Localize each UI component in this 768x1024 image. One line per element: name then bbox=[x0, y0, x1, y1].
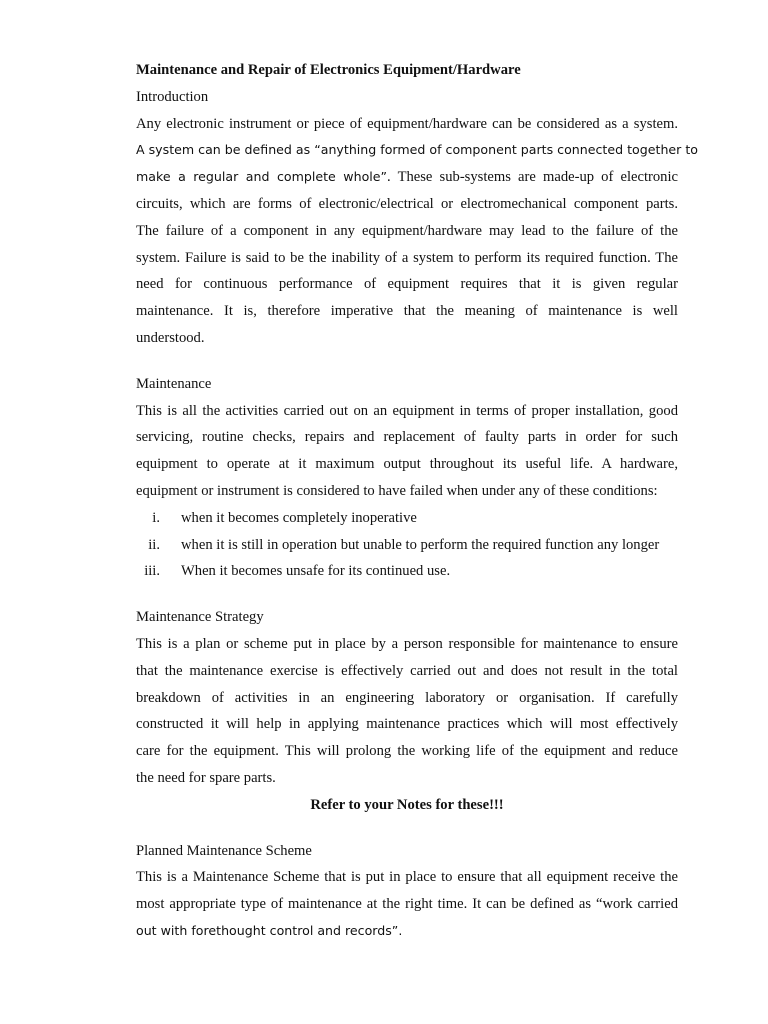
section-spacer bbox=[136, 352, 678, 371]
document-page bbox=[136, 57, 698, 945]
paragraph-line: maintenance. It is, therefore imperative that the meaning of maintenance is well bbox=[136, 303, 678, 320]
list-item-text: when it becomes completely inoperative bbox=[181, 509, 417, 526]
list-item bbox=[136, 558, 678, 585]
text-run: most appropriate type of maintenance at the right time. It can be defined as “work carried bbox=[136, 896, 678, 913]
list-item-number: ii. bbox=[148, 536, 160, 553]
paragraph-line: system. Failure is said to be the inability of a system to perform its required function. The bbox=[136, 249, 678, 266]
paragraph-line: the need for spare parts. bbox=[136, 769, 276, 786]
paragraph-line: out with forethought control and records”. bbox=[136, 922, 403, 938]
paragraph-line: breakdown of activities in an engineering laboratory or organisation. If carefully bbox=[136, 689, 678, 706]
paragraph-line: Any electronic instrument or piece of equipment/hardware can be considered as a system. bbox=[136, 115, 678, 132]
section-heading-planned-maintenance-scheme: Planned Maintenance Scheme bbox=[136, 842, 312, 859]
paragraph-line: care for the equipment. This will prolong the working life of the equipment and reduce bbox=[136, 743, 678, 760]
paragraph-line: This is a Maintenance Scheme that is put in place to ensure that all equipment receive the bbox=[136, 869, 678, 886]
text-run: make a regular and complete whole” bbox=[136, 169, 388, 185]
paragraph-line: A system can be defined as “anything formed of component parts connected together to bbox=[136, 142, 698, 158]
paragraph-line: need for continuous performance of equipment requires that it is given regular bbox=[136, 276, 678, 293]
section-heading-introduction: Introduction bbox=[136, 88, 209, 105]
paragraph-line: This is a plan or scheme put in place by a person responsible for maintenance to ensure bbox=[136, 635, 678, 652]
paragraph-line: that the maintenance exercise is effectively carried out and does not result in the total bbox=[136, 662, 678, 679]
paragraph-line bbox=[136, 164, 678, 191]
paragraph-line: This is all the activities carried out on an equipment in terms of proper installation, good bbox=[136, 402, 678, 419]
list-item-number: iii. bbox=[144, 563, 160, 580]
paragraph-line: equipment to operate at it maximum output throughout its useful life. A hardware, bbox=[136, 456, 678, 473]
paragraph-line bbox=[136, 891, 678, 918]
section-spacer bbox=[136, 585, 678, 604]
paragraph-line: servicing, routine checks, repairs and replacement of faulty parts in order for such bbox=[136, 429, 678, 446]
paragraph-line: The failure of a component in any equipment/hardware may lead to the failure of the bbox=[136, 222, 678, 239]
text-run: . These sub-systems are made-up of electronic bbox=[387, 169, 678, 186]
list-item-text: When it becomes unsafe for its continued use. bbox=[181, 563, 451, 580]
list-item bbox=[136, 505, 678, 532]
list-item bbox=[136, 532, 678, 559]
document-title: Maintenance and Repair of Electronics Equipment/Hardware bbox=[136, 62, 521, 78]
paragraph-line: circuits, which are forms of electronic/electrical or electromechanical component parts. bbox=[136, 195, 678, 212]
section-heading-maintenance-strategy: Maintenance Strategy bbox=[136, 609, 264, 626]
paragraph-line: equipment or instrument is considered to have failed when under any of these conditions: bbox=[136, 482, 658, 499]
list-item-text: when it is still in operation but unable to perform the required function any longer bbox=[181, 536, 660, 553]
paragraph-line: understood. bbox=[136, 329, 205, 346]
section-heading-maintenance: Maintenance bbox=[136, 375, 212, 392]
notes-reminder: Refer to your Notes for these!!! bbox=[310, 796, 504, 813]
section-spacer bbox=[136, 819, 678, 838]
paragraph-line: constructed it will help in applying maintenance practices which will most effectively bbox=[136, 716, 678, 733]
list-item-number: i. bbox=[152, 509, 160, 526]
